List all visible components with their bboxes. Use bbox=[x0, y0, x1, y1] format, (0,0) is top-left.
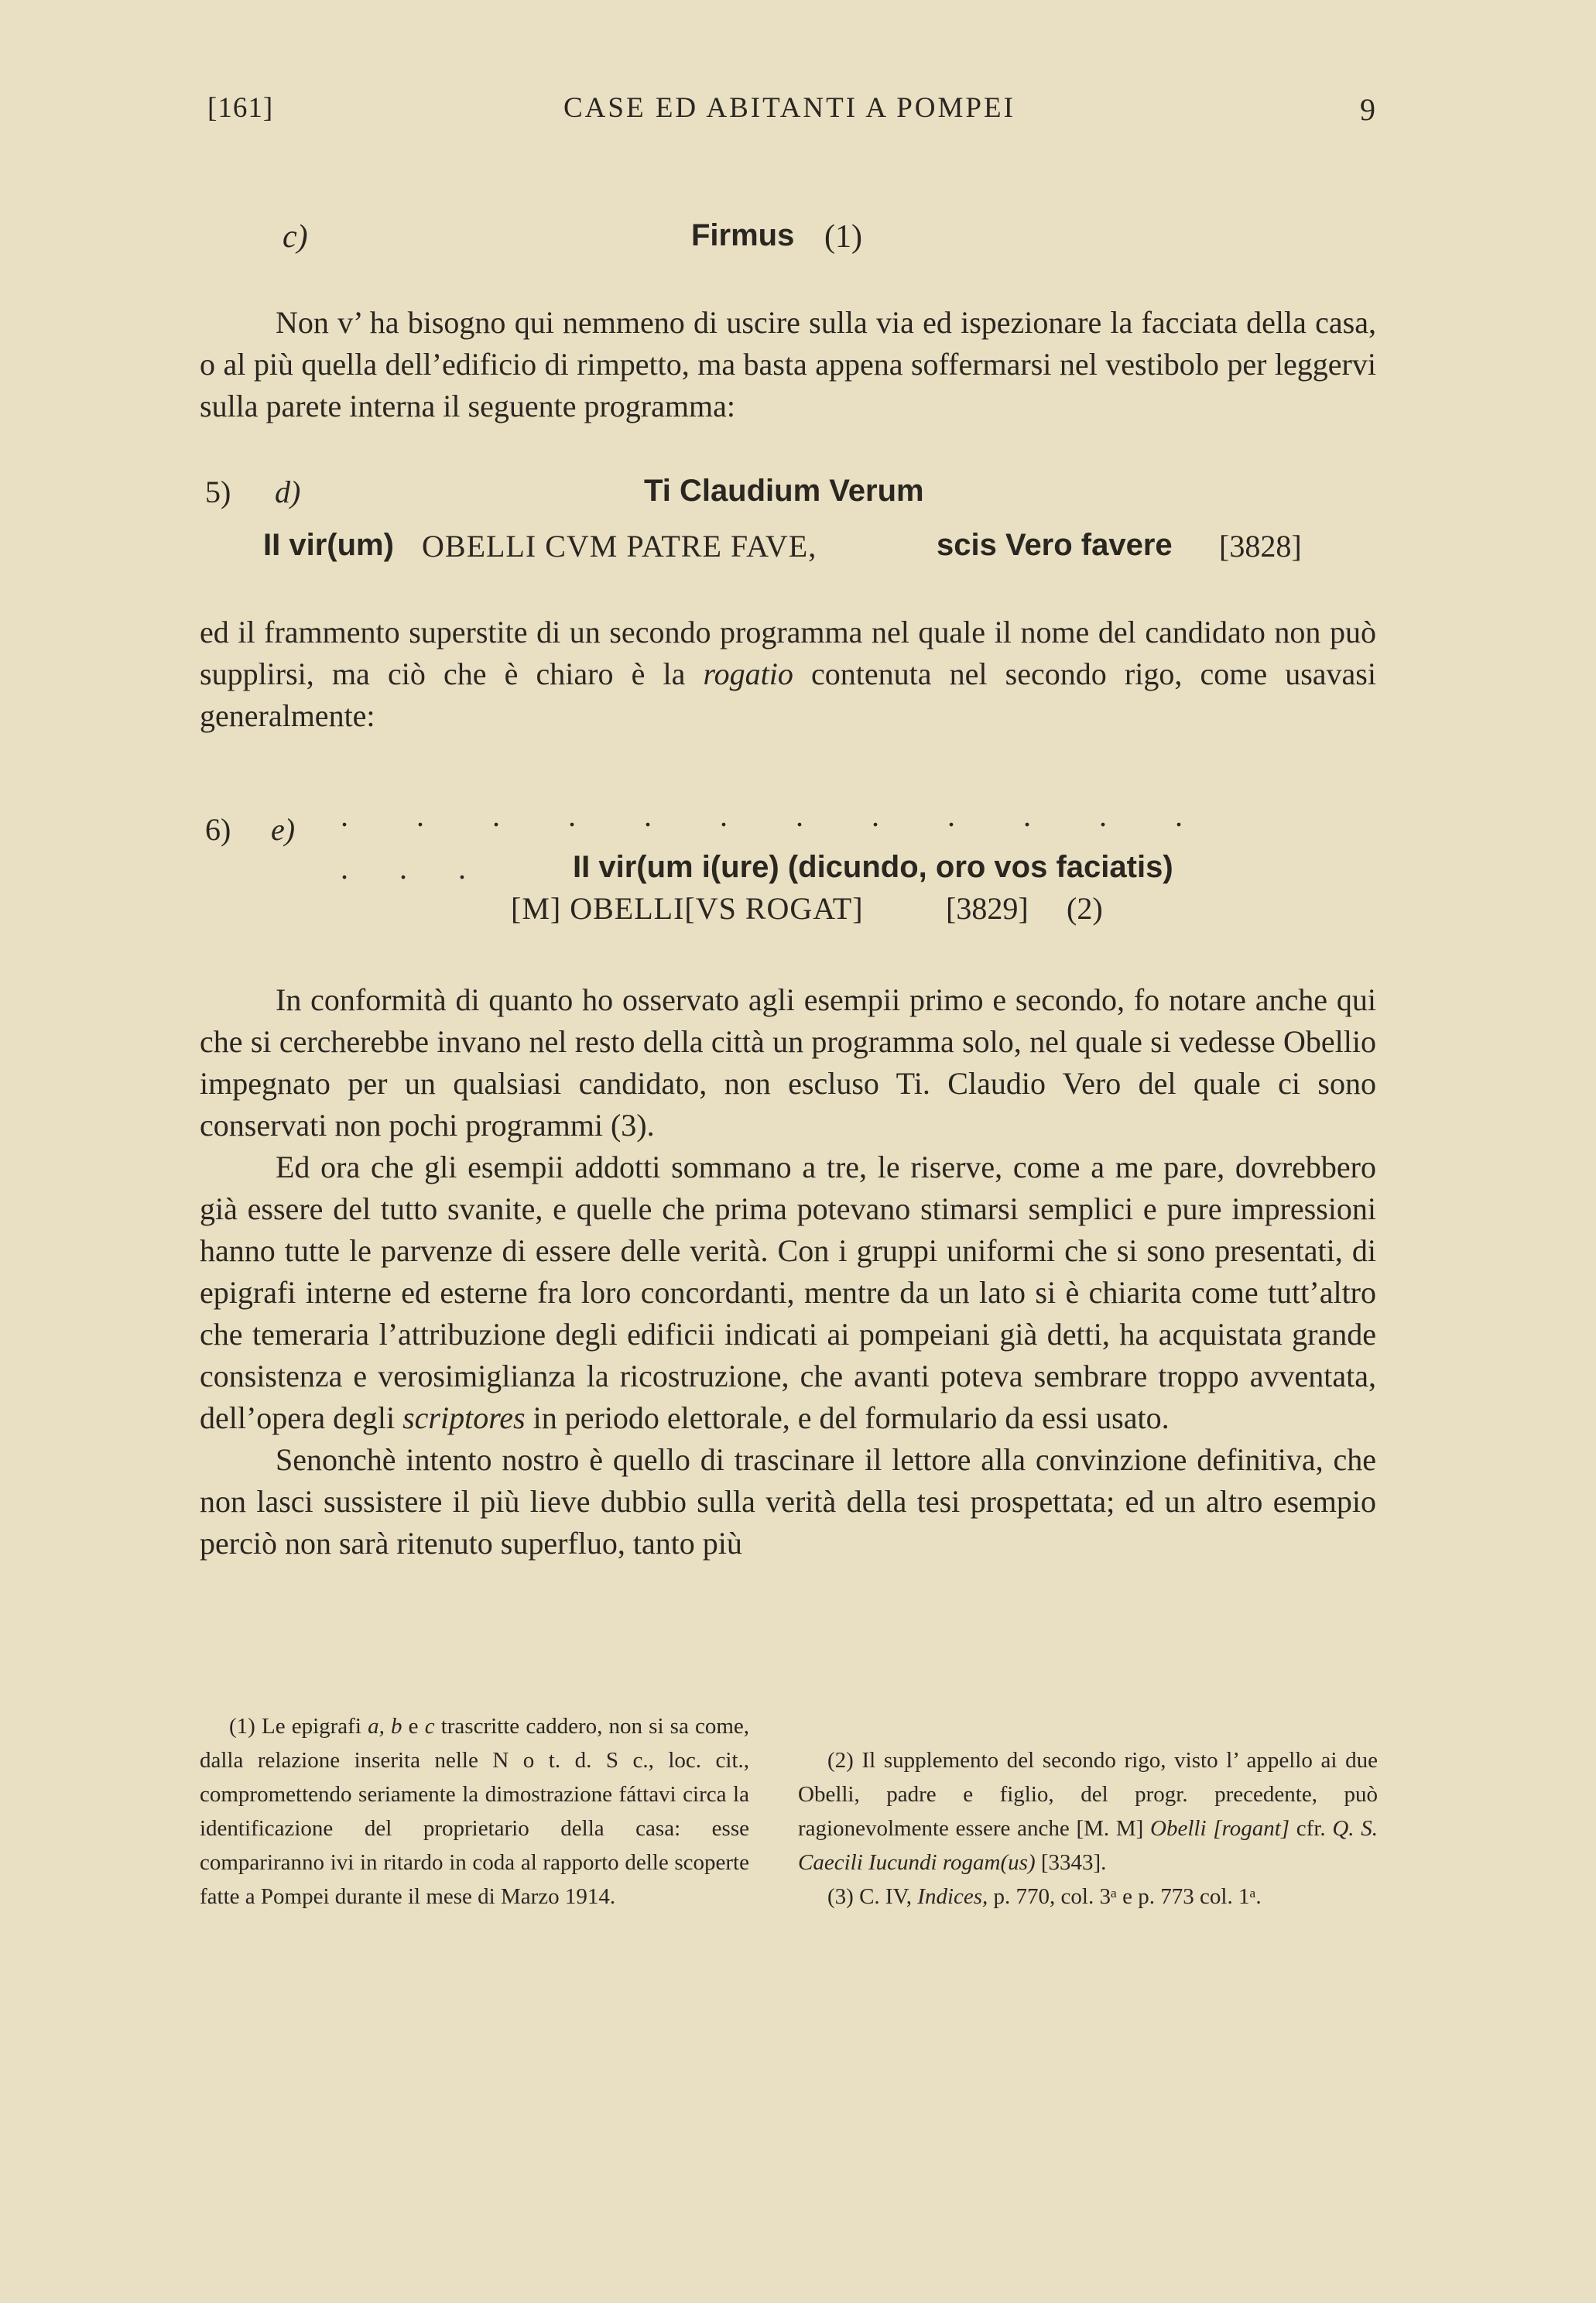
inscription-line-2: [M] OBELLI[VS ROGAT] bbox=[511, 891, 864, 926]
page-ref: [161] bbox=[207, 92, 274, 124]
dots-text: . . . . . . . . . . . . bbox=[341, 798, 1213, 833]
italic-run: Obelli [rogant] bbox=[1150, 1816, 1290, 1841]
paragraph-5: Senonchè intento nostro è quello di trascinare il lettore alla convinzione definitiva, che non lasci sussistere il più lieve dubbio sulla verità della tesi prospettata; ed un altro esempio perciò non sarà ritenuto superfluo, tanto più bbox=[200, 1442, 1376, 1561]
italic-run: scriptores bbox=[402, 1400, 526, 1435]
text-run: cfr. bbox=[1289, 1816, 1333, 1841]
italic-run: a, b bbox=[368, 1714, 402, 1739]
inscription-number: 6) bbox=[205, 812, 231, 847]
body-text bbox=[200, 979, 1376, 1564]
paragraph-1 bbox=[200, 302, 1376, 427]
inscription-line-2b: OBELLI CVM PATRE FAVE, bbox=[422, 529, 817, 564]
text-run: [3343]. bbox=[1035, 1850, 1107, 1875]
section-heading-c bbox=[0, 218, 1596, 265]
footnote-3 bbox=[798, 1880, 1378, 1914]
running-title: CASE ED ABITANTI A POMPEI bbox=[563, 92, 1015, 124]
running-header bbox=[207, 91, 1376, 135]
inscription-line-2a: II vir(um) bbox=[263, 528, 394, 562]
inscription-line-1: II vir(um i(ure) (dicundo, oro vos faciatis) bbox=[573, 850, 1173, 884]
inscription-number: 5) bbox=[205, 475, 231, 509]
paragraph-2 bbox=[200, 612, 1376, 737]
footnote-2 bbox=[798, 1743, 1378, 1880]
page-number: 9 bbox=[1360, 92, 1376, 127]
text-run: (1) Le epigrafi bbox=[229, 1714, 368, 1739]
italic-run: c bbox=[424, 1714, 435, 1739]
section-label: c) bbox=[283, 219, 308, 255]
inscription-line-2c: scis Vero favere bbox=[937, 528, 1173, 562]
paragraph-text bbox=[200, 612, 1376, 737]
inscription-line-1: Ti Claudium Verum bbox=[644, 474, 924, 508]
text-run: in periodo elettorale, e del formulario da essi usato. bbox=[525, 1400, 1170, 1435]
inscription-label: d) bbox=[275, 475, 301, 509]
section-title: Firmus bbox=[691, 218, 795, 252]
italic-run: Indices, bbox=[917, 1884, 988, 1909]
paragraph-3: In conformità di quanto ho osservato agli esempii primo e secondo, fo notare anche qui che si cercherebbe invano nel resto della città un programma solo, nel quale si vedesse Obellio impegnato per un qualsiasi candidato, non escluso Ti. Claudio Vero del quale ci sono conservati non pochi programmi (3). bbox=[200, 982, 1376, 1143]
text-run: (3) C. IV, bbox=[827, 1884, 918, 1909]
footnote-column-right bbox=[798, 1743, 1378, 1914]
italic-run: rogatio bbox=[703, 656, 793, 691]
inscription-ref: [3828] bbox=[1219, 529, 1302, 564]
text-run: p. 770, col. 3ᵃ e p. 773 col. 1ᵃ. bbox=[988, 1884, 1262, 1909]
text-run: ed il frammento superstite di un secondo programma nel quale il nome del candidato non può supplirsi, ma ciò che è chiaro è la bbox=[200, 615, 1376, 691]
text-run: Ed ora che gli esempii addotti sommano a tre, le riserve, come a me pare, dovrebbero già essere del tutto svanite, e quelle che prima potevano stimarsi semplici e pure impressioni hanno tutte le parvenze di essere delle verità. Con i gruppi uniformi che si sono presentati, di epigrafi interne ed esterne fra loro concordanti, mentre da un lato si è chiarita come tutt’altro che temeraria l’attribuzione degli edificii indicati ai pompeiani già detti, ha acquistata grande consistenza e verosimiglianza la ricostruzione, che avanti poteva sembrare troppo avventata, dell’opera degli bbox=[200, 1150, 1376, 1435]
text-run: (2) Il supplemento del secondo rigo, visto l’ appello ai due Obelli, padre e figlio, del progr. precedente, può ragionevolmente essere anche [M. M] bbox=[798, 1748, 1378, 1841]
text-run: contenuta nel secondo rigo, come usavasi generalmente: bbox=[200, 656, 1376, 733]
footnote-column-left bbox=[200, 1709, 749, 1914]
lacuna-dots bbox=[341, 797, 1215, 834]
inscription-label: e) bbox=[271, 812, 296, 847]
text-run: e bbox=[402, 1714, 425, 1739]
lead-dots: . . . bbox=[341, 851, 488, 886]
text-run: trascritte caddero, non si sa come, dalla relazione inserita nelle N o t. d. S c., loc. cit., compromettendo seriamente la dimostrazione fáttavi circa la identificazione del proprietario della casa: esse compariranno ivi in ritardo in coda al rapporto delle scoperte fatte a Pompei durante il mese di Marzo 1914. bbox=[200, 1714, 750, 1909]
footnote-ref: (1) bbox=[824, 219, 862, 255]
inscription-ref: [3829] bbox=[946, 891, 1029, 926]
italic-run: Q. S. Caecili Iucundi rogam(us) bbox=[798, 1816, 1378, 1875]
paragraph-4 bbox=[200, 1146, 1376, 1439]
footnote-ref: (2) bbox=[1067, 891, 1103, 926]
footnote-1 bbox=[200, 1709, 749, 1914]
paragraph-text: Non v’ ha bisogno qui nemmeno di uscire sulla via ed ispezionare la facciata della casa, o al più quella dell’edificio di rimpetto, ma basta appena soffermarsi nel vestibolo per leggervi sulla parete interna il seguente programma: bbox=[200, 305, 1376, 423]
